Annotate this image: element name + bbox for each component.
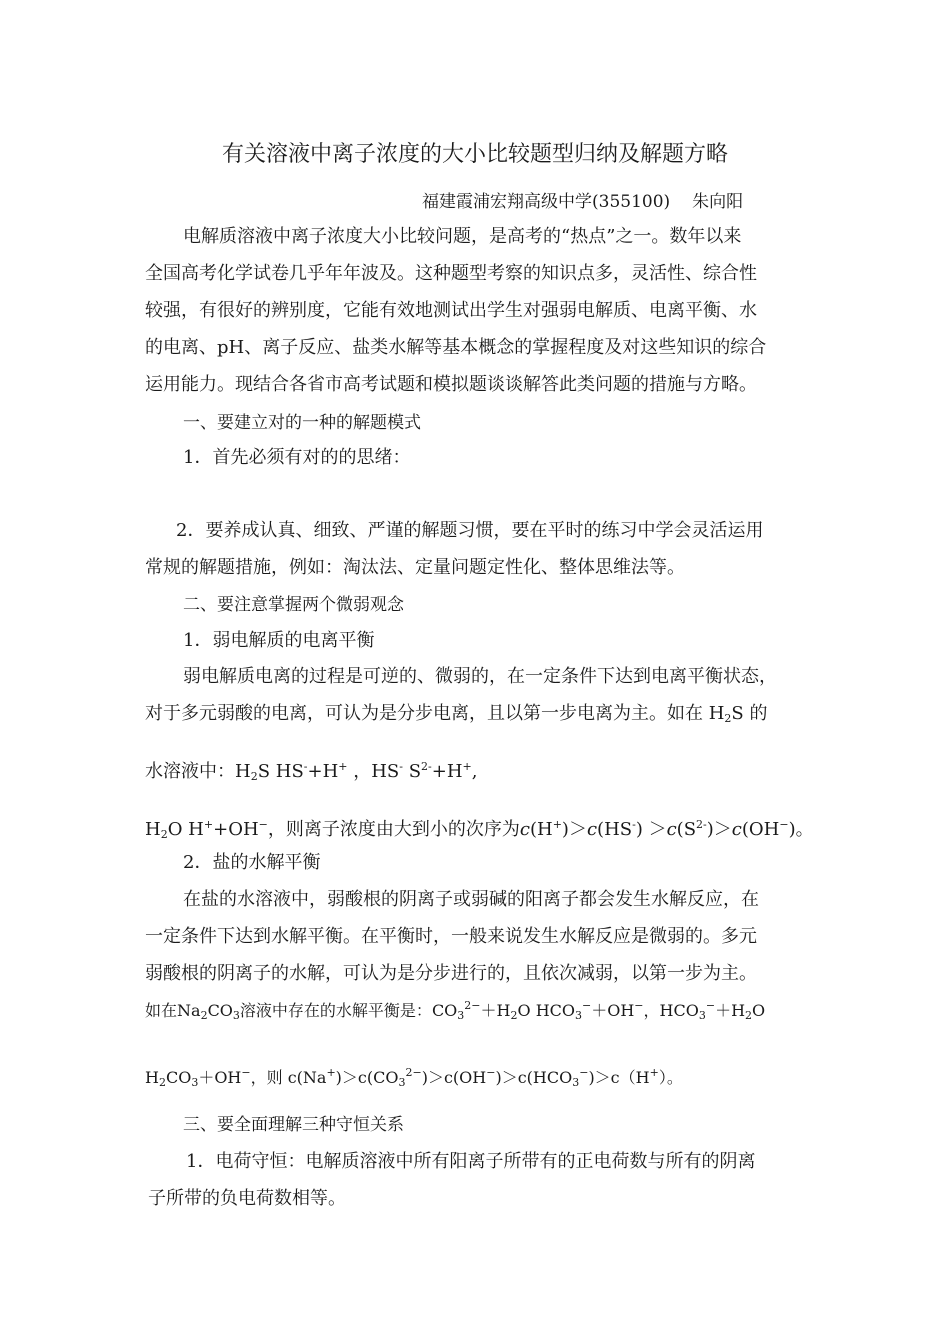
s2-point-2: 2．盐的水解平衡	[183, 852, 321, 873]
s2-point-1: 1．弱电解质的电离平衡	[183, 630, 375, 651]
ionization-equation-2: $H_2O$ H++OH−，则离子浓度由大到小的次序为$c(H^+)>c(HS^-) >c(S^{2-})>c(OH^-)$。	[145, 818, 814, 841]
s3-point-1-line-1: 1．电荷守恒：电解质溶液中所有阳离子所带有的正电荷数与所有的阴离	[186, 1151, 756, 1172]
s2-para1-line-1: 弱电解质电离的过程是可逆的、微弱的，在一定条件下达到电离平衡状态，	[183, 666, 777, 687]
school-name: 福建霞浦宏翔高级中学(355100)	[422, 192, 671, 212]
s2-para1-line-2: 对于多元弱酸的电离，可认为是分步电离，且以第一步电离为主。如在 $H_2S$ 的	[145, 703, 768, 725]
section-heading-1: 一、要建立对的一种的解题模式	[183, 413, 421, 433]
author-name: 朱向阳	[692, 192, 744, 212]
s1-point-2-line-1: 2．要养成认真、细致、严谨的解题习惯，要在平时的练习中学会灵活运用	[176, 520, 764, 541]
s1-point-1: 1．首先必须有对的的思绪：	[183, 447, 411, 468]
s2-para2-line-2: 一定条件下达到水解平衡。在平衡时，一般来说发生水解反应是微弱的。多元	[145, 926, 757, 947]
s2-para2-line-3: 弱酸根的阴离子的水解，可认为是分步进行的，且依次减弱，以第一步为主。	[145, 963, 757, 984]
section-heading-2: 二、要注意掌握两个微弱观念	[183, 595, 404, 615]
intro-line-1: 电解质溶液中离子浓度大小比较问题，是高考的“热点”之一。数年以来	[183, 226, 742, 247]
hydrolysis-equation-2: $H_2CO_3+OH^-$，则 $c(Na^+)>c(CO_3^{2-})>c(OH^-)>c(HCO_3^-)>c(H^+)$。	[145, 1066, 683, 1089]
s1-point-2-line-2: 常规的解题措施，例如：淘汰法、定量问题定性化、整体思维法等。	[145, 557, 685, 578]
s2-para2-line-1: 在盐的水溶液中，弱酸根的阴离子或弱碱的阳离子都会发生水解反应，在	[183, 889, 759, 910]
author-line	[422, 190, 743, 214]
intro-line-5: 运用能力。现结合各省市高考试题和模拟题谈谈解答此类问题的措施与方略。	[145, 374, 757, 395]
hydrolysis-equation-1: 如在$Na_2CO_3$溶液中存在的水解平衡是：$CO_3^{2-}+H_2O$ $HCO_3^-+OH^-$，$HCO_3^-+H_2O$	[145, 999, 766, 1022]
intro-line-3: 较强，有很好的辨别度，它能有效地测试出学生对强弱电解质、电离平衡、水	[145, 300, 757, 321]
document-title: 有关溶液中离子浓度的大小比较题型归纳及解题方略	[221, 142, 728, 167]
ionization-equation-1: 水溶液中：$H_2S$ HS-+H+ ，HS- $S^{2-}+H^+$,	[145, 760, 478, 783]
s3-point-1-line-2: 子所带的负电荷数相等。	[148, 1188, 346, 1209]
intro-line-2: 全国高考化学试卷几乎年年波及。这种题型考察的知识点多，灵活性、综合性	[145, 263, 757, 284]
intro-line-4: 的电离、pH、离子反应、盐类水解等基本概念的掌握程度及对这些知识的综合	[145, 337, 767, 358]
section-heading-3: 三、要全面理解三种守恒关系	[183, 1115, 404, 1135]
